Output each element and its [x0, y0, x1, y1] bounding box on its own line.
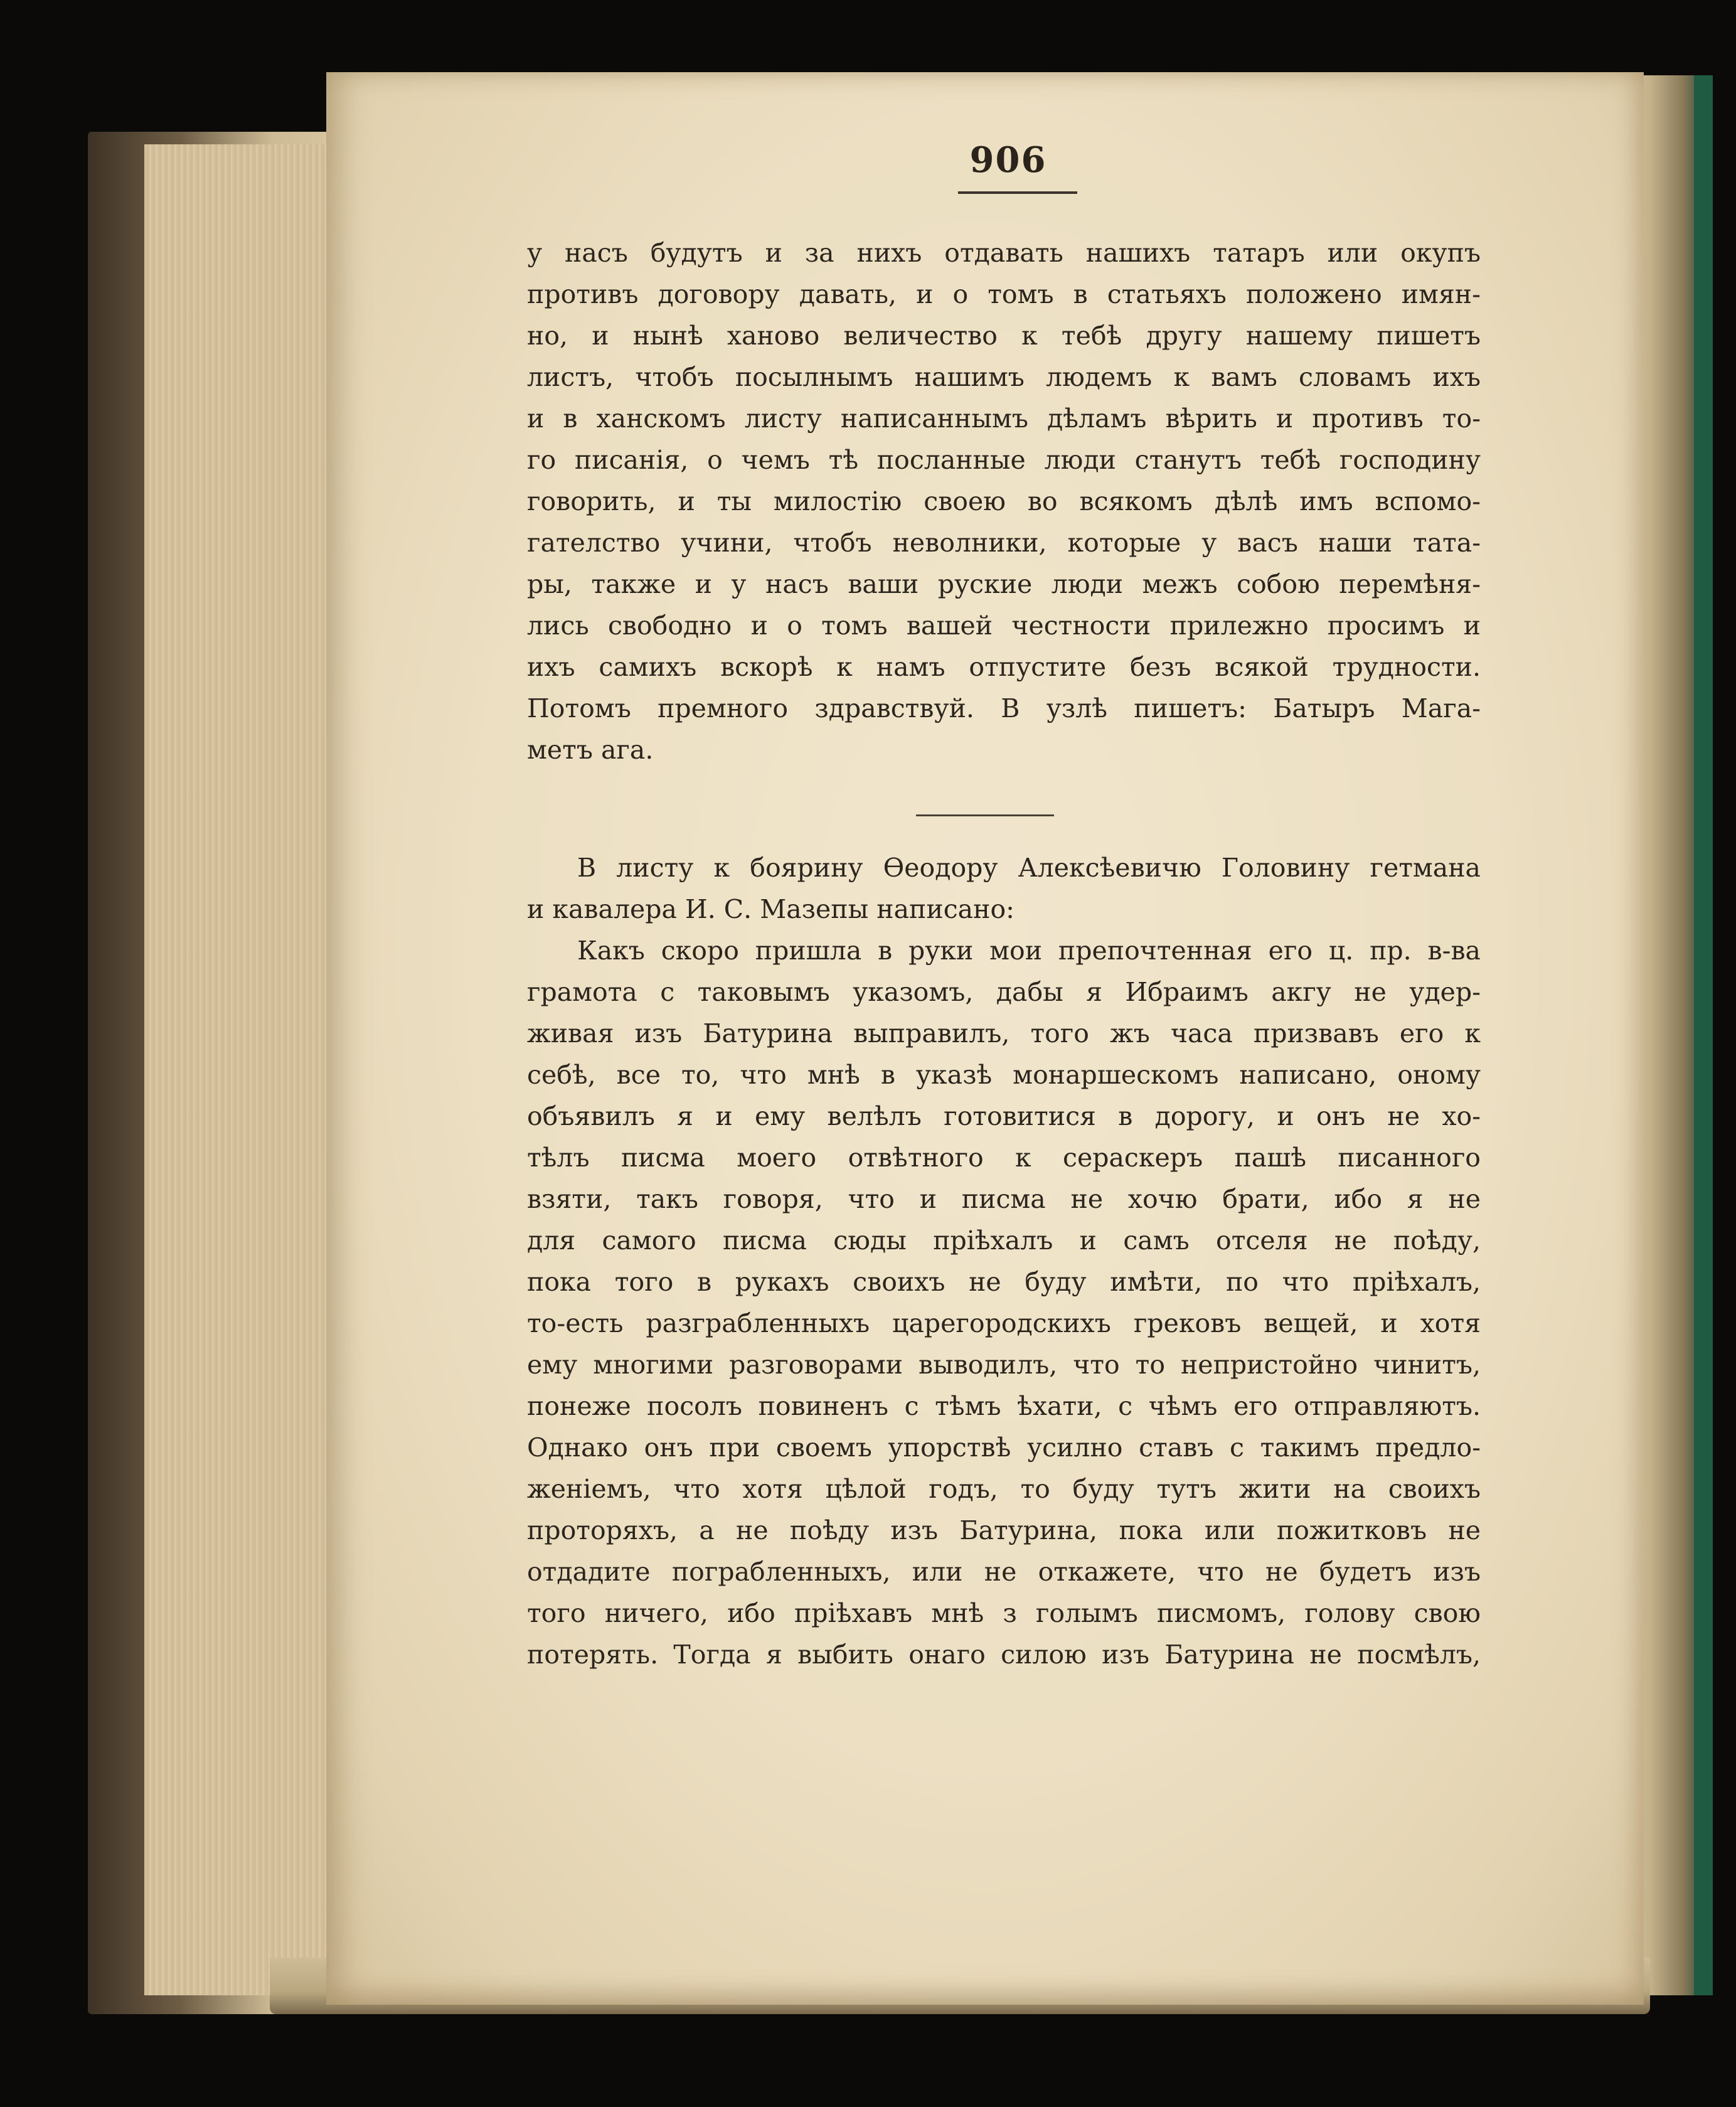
- page-number-rule: [958, 191, 1077, 194]
- text-line: живая изъ Батурина выправилъ, того жъ часа призвавъ его к: [527, 1018, 1481, 1048]
- text-line: грамота с таковымъ указомъ, дабы я Ибраимъ акгу не удер-: [527, 977, 1481, 1007]
- text-line: взяти, такъ говоря, что и писма не хочю брати, ибо я не: [527, 1184, 1481, 1214]
- text-line: объявилъ я и ему велѣлъ готовитися в дорогу, и онъ не хо-: [527, 1101, 1481, 1131]
- text-line: Какъ скоро пришла в руки мои препочтенная его ц. пр. в-ва: [577, 936, 1481, 966]
- text-line: но, и нынѣ ханово величество к тебѣ другу нашему пишетъ: [527, 321, 1481, 351]
- book-spine-green-edge: [1694, 75, 1713, 1995]
- text-line: потерять. Тогда я выбить онаго силою изъ Батурина не посмѣлъ,: [527, 1640, 1481, 1670]
- paragraph-section-heading: [527, 847, 1481, 1675]
- text-line: метъ ага.: [527, 735, 654, 765]
- text-line: и в ханскомъ листу написаннымъ дѣламъ вѣрить и противъ то-: [527, 403, 1481, 434]
- text-line: лись свободно и о томъ вашей честности прилежно просимъ и: [527, 611, 1481, 641]
- text-line: говорить, и ты милостію своею во всякомъ дѣлѣ имъ вспомо-: [527, 486, 1481, 516]
- text-line: себѣ, все то, что мнѣ в указѣ монаршескомъ написано, оному: [527, 1060, 1481, 1090]
- text-line: ему многими разговорами выводилъ, что то непристойно чинитъ,: [527, 1350, 1481, 1380]
- text-line: проторяхъ, а не поѣду изъ Батурина, пока или пожитковъ не: [527, 1515, 1481, 1545]
- text-line: и кавалера И. С. Мазепы написано:: [527, 894, 1014, 924]
- section-divider: [916, 814, 1054, 816]
- text-line: В листу к боярину Ѳеодору Алексѣевичю Головину гетмана: [577, 853, 1481, 883]
- text-line: то-есть разграбленныхъ царегородскихъ грековъ вещей, и хотя: [527, 1308, 1481, 1338]
- text-line: листъ, чтобъ посылнымъ нашимъ людемъ к вамъ словамъ ихъ: [527, 362, 1481, 392]
- book-page: [326, 72, 1644, 2005]
- text-line: того ничего, ибо пріѣхавъ мнѣ з голымъ писмомъ, голову свою: [527, 1598, 1481, 1628]
- text-line: понеже посолъ повиненъ с тѣмъ ѣхати, с чѣмъ его отправляютъ.: [527, 1391, 1481, 1421]
- text-line: пока того в рукахъ своихъ не буду имѣти, по что пріѣхалъ,: [527, 1267, 1481, 1297]
- paragraph-letter-continuation: [527, 232, 1481, 771]
- text-line: го писанія, о чемъ тѣ посланные люди станутъ тебѣ господину: [527, 445, 1481, 475]
- text-line: тѣлъ писма моего отвѣтного к сераскеръ пашѣ писанного: [527, 1143, 1481, 1173]
- text-line: противъ договору давать, и о томъ в статьяхъ положено имян-: [527, 279, 1481, 309]
- text-line: Потомъ премного здравствуй. В узлѣ пишетъ: Батыръ Мага-: [527, 693, 1481, 723]
- text-line: ры, также и у насъ ваши руские люди межъ собою перемѣня-: [527, 569, 1481, 599]
- page-number: 906: [969, 139, 1047, 181]
- text-line: у насъ будутъ и за нихъ отдавать нашихъ татаръ или окупъ: [527, 238, 1481, 268]
- text-line: отдадите пограбленныхъ, или не откажете, что не будетъ изъ: [527, 1557, 1481, 1587]
- text-line: женіемъ, что хотя цѣлой годъ, то буду тутъ жити на своихъ: [527, 1474, 1481, 1504]
- text-line: гателство учини, чтобъ неволники, которые у васъ наши тата-: [527, 528, 1481, 558]
- text-line: ихъ самихъ вскорѣ к намъ отпустите безъ всякой трудности.: [527, 652, 1481, 682]
- text-line: для самого писма сюды пріѣхалъ и самъ отселя не поѣду,: [527, 1225, 1481, 1256]
- text-line: Однако онъ при своемъ упорствѣ усилно ставъ с такимъ предло-: [527, 1432, 1481, 1463]
